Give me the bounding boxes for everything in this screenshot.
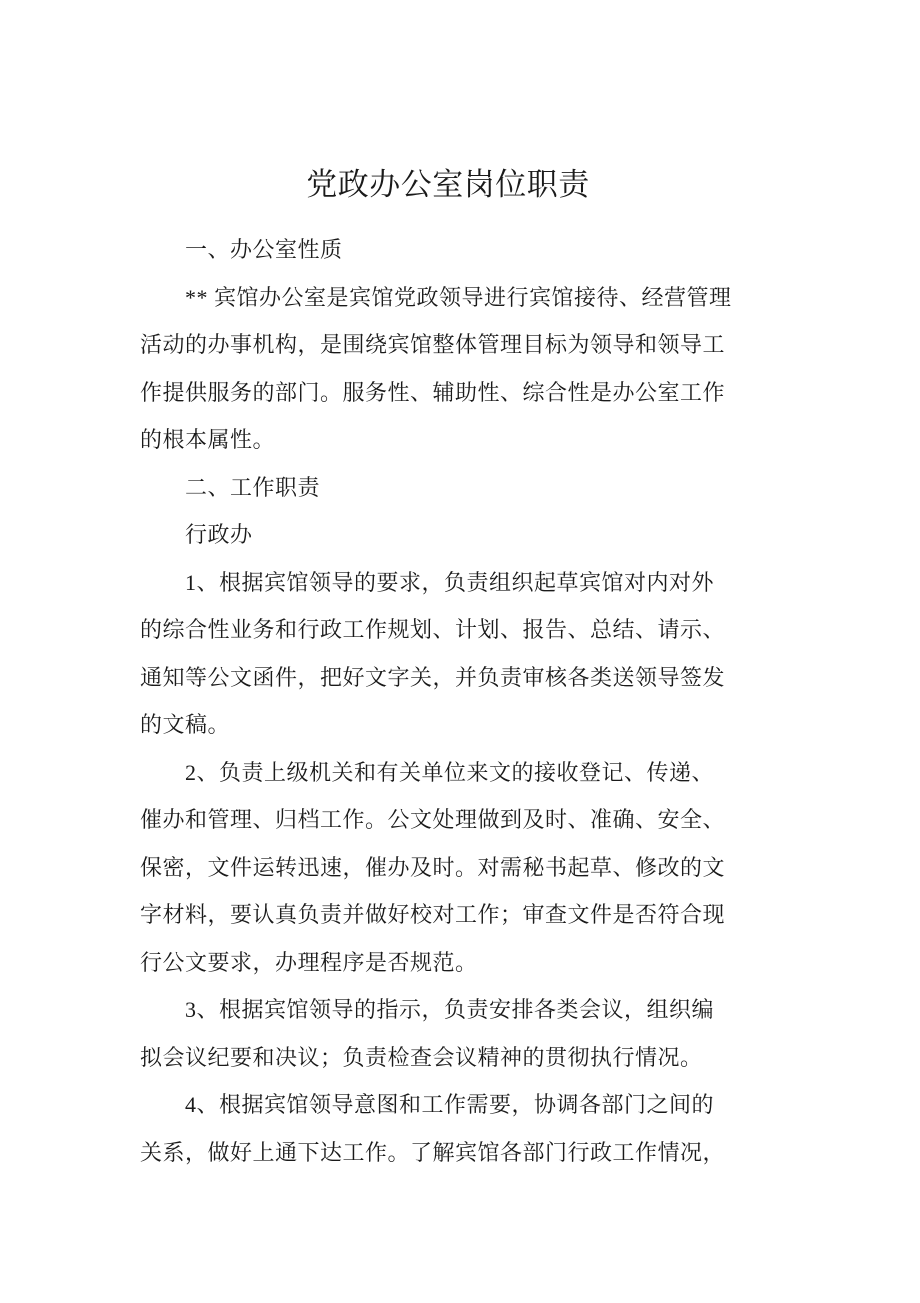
text-line: 3、根据宾馆领导的指示，负责安排各类会议，组织编 — [185, 997, 715, 1022]
text-line: 行政办 — [185, 522, 253, 547]
document-body — [140, 226, 756, 1176]
document-content — [140, 162, 756, 1176]
text-line: 拟会议纪要和决议；负责检查会议精神的贯彻执行情况。 — [140, 1044, 703, 1070]
text-line: 的文稿。 — [140, 712, 231, 737]
text-line: 1、根据宾馆领导的要求，负责组织起草宾馆对内对外 — [185, 569, 715, 595]
text-line: 4、根据宾馆领导意图和工作需要，协调各部门之间的 — [185, 1092, 715, 1117]
text-line: 2、负责上级机关和有关单位来文的接收登记、传递、 — [185, 759, 715, 785]
text-line: 关系，做好上通下达工作。了解宾馆各部门行政工作情况， — [140, 1139, 726, 1165]
text-line: 行公文要求，办理程序是否规范。 — [140, 949, 478, 975]
text-line: 的综合性业务和行政工作规划、计划、报告、总结、请示、 — [140, 617, 726, 642]
text-line: 催办和管理、归档工作。公文处理做到及时、准确、安全、 — [140, 807, 726, 832]
text-line: 通知等公文函件，把好文字关，并负责审核各类送领导签发 — [140, 664, 726, 690]
text-line: 字材料，要认真负责并做好校对工作；审查文件是否符合现 — [140, 902, 726, 927]
text-line: ** 宾馆办公室是宾馆党政领导进行宾馆接待、经营管理 — [185, 284, 732, 310]
text-line: 保密，文件运转迅速，催办及时。对需秘书起草、修改的文 — [140, 854, 726, 880]
text-line: 活动的办事机构，是围绕宾馆整体管理目标为领导和领导工 — [140, 332, 726, 357]
text-line: 作提供服务的部门。服务性、辅助性、综合性是办公室工作 — [140, 379, 726, 405]
document-title: 党政办公室岗位职责 — [306, 167, 590, 202]
text-line: 的根本属性。 — [140, 427, 276, 452]
text-line: 二、工作职责 — [185, 474, 321, 500]
text-line: 一、办公室性质 — [185, 237, 343, 262]
